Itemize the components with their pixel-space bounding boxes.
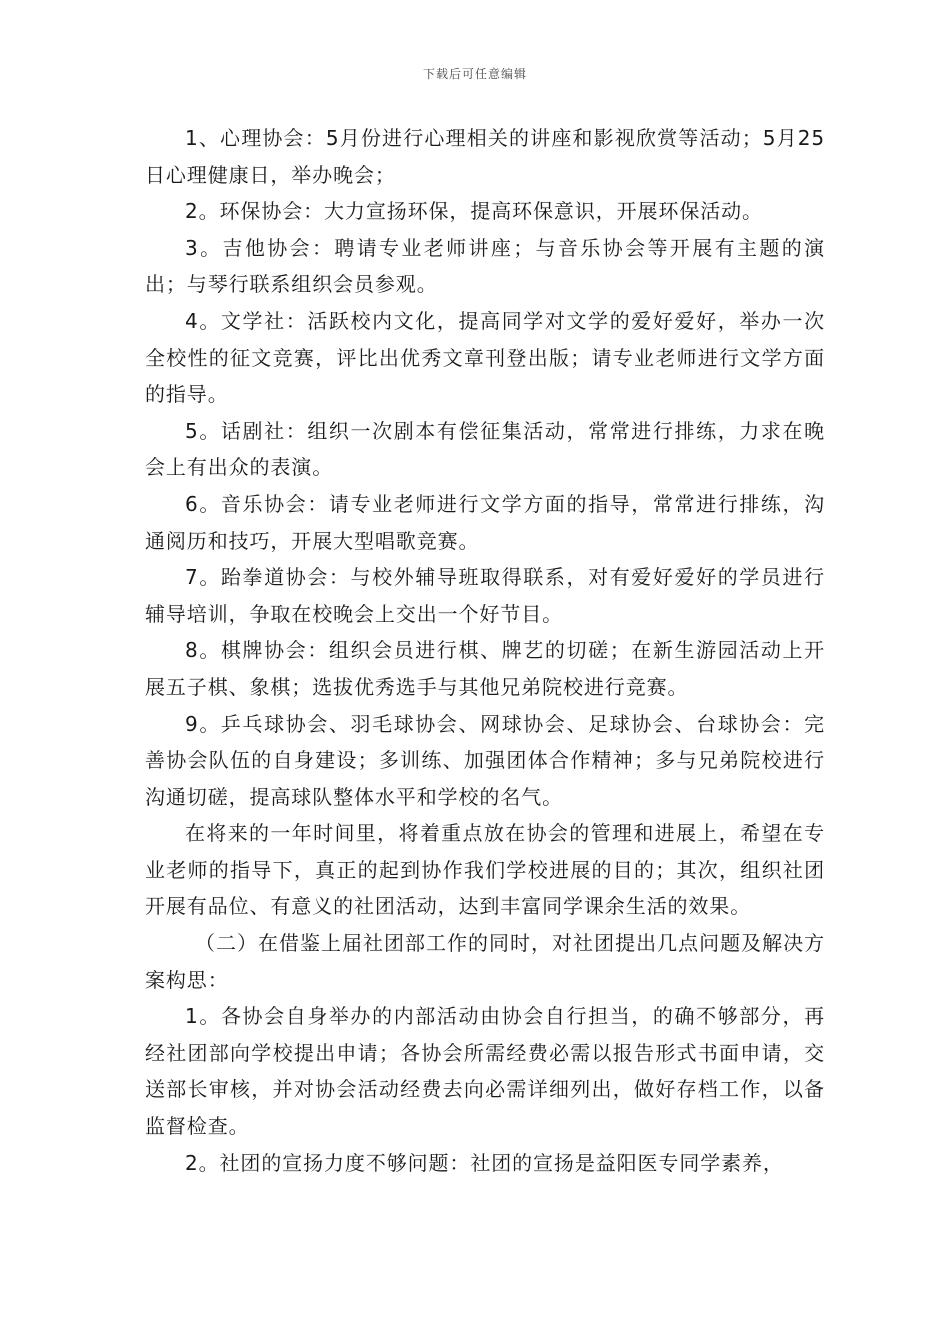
paragraph-ball-associations: 9。乒乓球协会、羽毛球协会、网球协会、足球协会、台球协会：完善协会队伍的自身建设；多训练、加强团体合作精神；多与兄弟院校进行沟通切磋，提高球队整体水平和学校的名气。	[145, 711, 825, 809]
paragraph-funding-issue: 1。各协会自身举办的内部活动由协会自行担当，的确不够部分，再经社团部向学校提出申请；各协会所需经费必需以报告形式书面申请，交送部长审核，并对协会活动经费去向必需详细列出，做好存档工作，以备监督检查。	[145, 1004, 825, 1139]
paragraph-future-plan: 在将来的一年时间里，将着重点放在协会的管理和进展上，希望在专业老师的指导下，真正的起到协作我们学校进展的目的；其次，组织社团开展有品位、有意义的社团活动，达到丰富同学课余生活的效果。	[145, 821, 825, 919]
paragraph-chess-association: 8。棋牌协会：组织会员进行棋、牌艺的切磋；在新生游园活动上开展五子棋、象棋；选拔优秀选手与其他兄弟院校进行竞赛。	[145, 638, 825, 699]
paragraph-environmental-association: 2。环保协会：大力宣扬环保，提高环保意识，开展环保活动。	[185, 199, 763, 224]
paragraph-drama-club: 5。话剧社：组织一次剧本有偿征集活动，常常进行排练，力求在晚会上有出众的表演。	[145, 418, 825, 480]
paragraph-taekwondo-association: 7。跆拳道协会：与校外辅导班取得联系，对有爱好爱好的学员进行辅导培训，争取在校晚会上交出一个好节目。	[145, 565, 825, 626]
paragraph-publicity-issue: 2。社团的宣扬力度不够问题：社团的宣扬是益阳医专同学素养，	[185, 1150, 784, 1175]
paragraph-psychology-association: 1、心理协会：5月份进行心理相关的讲座和影视欣赏等活动；5月25日心理健康日，举办晚会；	[145, 126, 825, 187]
paragraph-music-association: 6。音乐协会：请专业老师进行文学方面的指导，常常进行排练，沟通阅历和技巧，开展大型唱歌竞赛。	[145, 491, 825, 553]
page-header: 下载后可任意编辑	[422, 67, 527, 81]
document-body	[145, 120, 825, 1181]
paragraph-section-two-heading: （二）在借鉴上届社团部工作的同时，对社团提出几点问题及解决方案构思：	[145, 931, 825, 992]
paragraph-literature-club: 4。文学社：活跃校内文化，提高同学对文学的爱好爱好，举办一次全校性的征文竞赛，评比出优秀文章刊登出版；请专业老师进行文学方面的指导。	[145, 308, 825, 407]
paragraph-guitar-association: 3。吉他协会：聘请专业老师讲座；与音乐协会等开展有主题的演出；与琴行联系组织会员参观。	[145, 235, 825, 297]
